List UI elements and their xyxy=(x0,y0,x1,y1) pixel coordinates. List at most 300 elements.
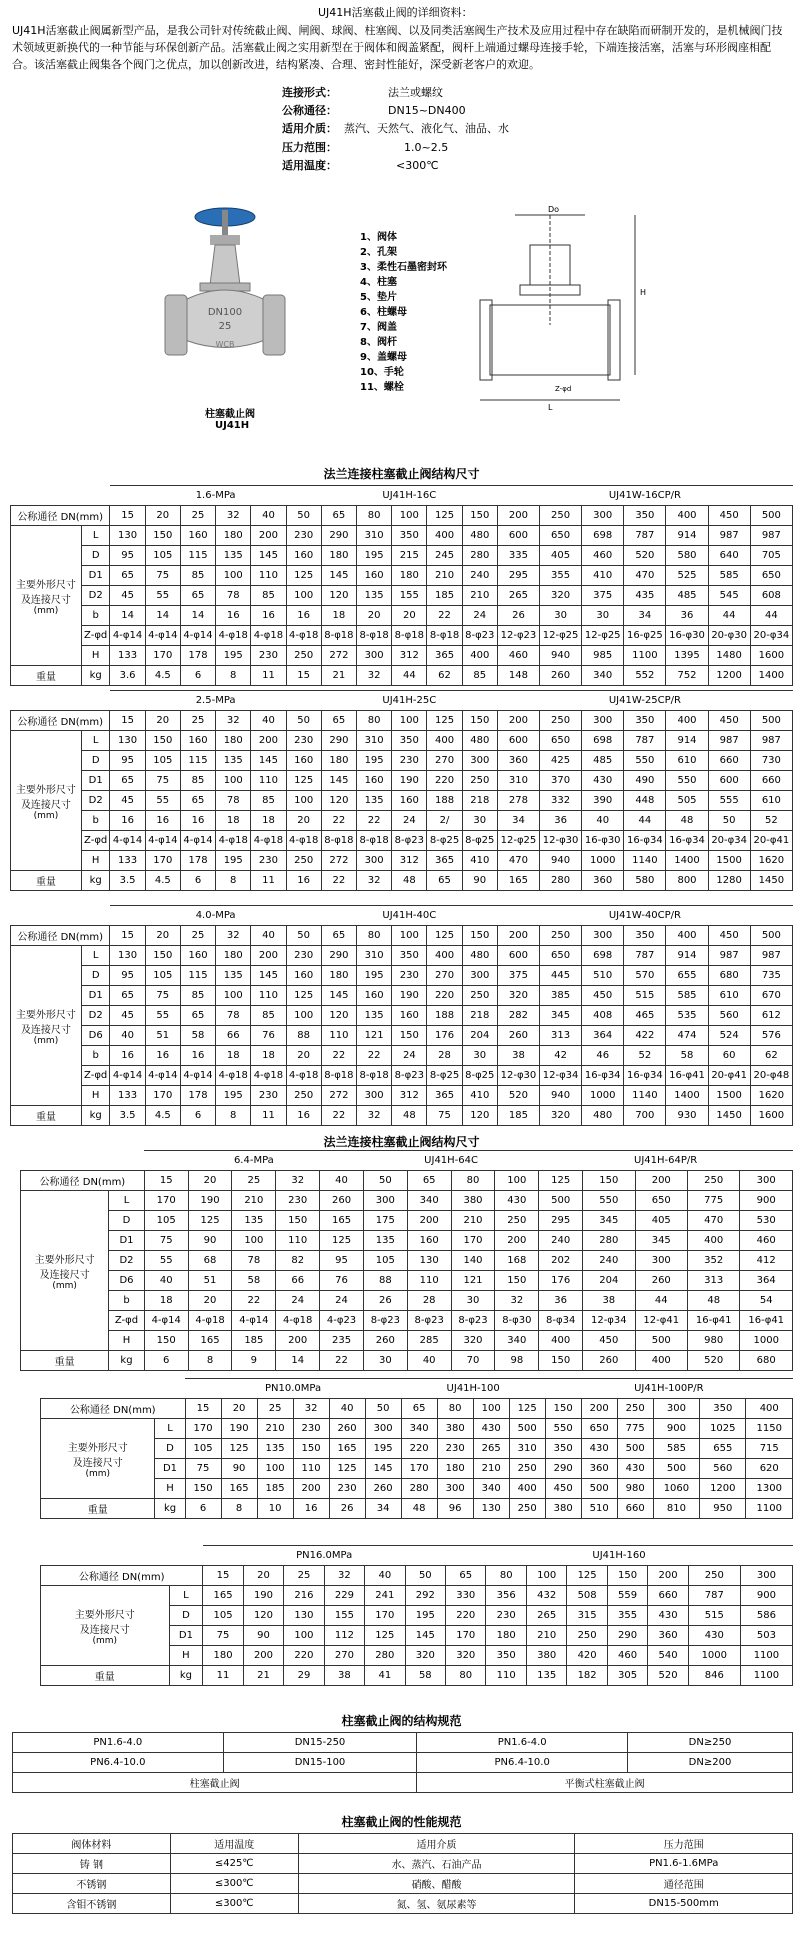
table-cell: 360 xyxy=(497,751,539,771)
table-cell: 170 xyxy=(365,1606,405,1626)
table-cell: 121 xyxy=(451,1271,495,1291)
table-cell: 8-φ18 xyxy=(357,1066,392,1086)
table-cell: 155 xyxy=(392,586,427,606)
table-cell: 290 xyxy=(607,1626,647,1646)
table-cell: 145 xyxy=(251,546,286,566)
table-cell: 125 xyxy=(286,771,321,791)
table-cell: 34 xyxy=(497,811,539,831)
dn-value: 80 xyxy=(437,1399,473,1419)
table-cell: 51 xyxy=(188,1271,232,1291)
table-cell: 110 xyxy=(293,1459,329,1479)
table-cell: 105 xyxy=(363,1251,407,1271)
dn-value: 350 xyxy=(700,1399,746,1419)
table-cell: 250 xyxy=(567,1626,607,1646)
table-cell: 650 xyxy=(540,946,582,966)
table-cell: 400 xyxy=(509,1479,545,1499)
row-key: Z-φd xyxy=(81,831,110,851)
table-cell: 135 xyxy=(257,1439,293,1459)
table-cell: 270 xyxy=(324,1646,364,1666)
weight-value: 58 xyxy=(405,1666,445,1686)
table-cell: 160 xyxy=(357,771,392,791)
dn-value: 40 xyxy=(329,1399,365,1419)
table-cell: 180 xyxy=(486,1626,526,1646)
table-cell: 345 xyxy=(635,1231,687,1251)
table-cell: 8-φ25 xyxy=(427,831,462,851)
table-cell: 4-φ14 xyxy=(110,831,145,851)
table-cell: PN1.6-1.6MPa xyxy=(575,1854,793,1874)
dn-value: 150 xyxy=(462,711,497,731)
table-cell: 410 xyxy=(462,851,497,871)
table-cell: 914 xyxy=(666,731,708,751)
weight-value: 250 xyxy=(509,1499,545,1519)
table-row xyxy=(11,1006,793,1026)
dn-value: 50 xyxy=(286,506,321,526)
table-cell: 200 xyxy=(293,1479,329,1499)
table-cell: 8-φ34 xyxy=(539,1311,583,1331)
table-cell: 含钼不锈钢 xyxy=(13,1894,171,1914)
table-cell: 435 xyxy=(624,586,666,606)
table-cell: 34 xyxy=(624,606,666,626)
table-cell: 245 xyxy=(427,546,462,566)
dn-value: 80 xyxy=(357,506,392,526)
dn-label: 公称通径 DN(mm) xyxy=(11,926,110,946)
header-blank xyxy=(11,691,82,711)
table-cell: 330 xyxy=(446,1586,486,1606)
dn-value: 150 xyxy=(462,926,497,946)
table-cell: 230 xyxy=(251,646,286,666)
table-cell: 170 xyxy=(185,1419,221,1439)
table-cell: 170 xyxy=(401,1459,437,1479)
table-cell: 230 xyxy=(286,731,321,751)
table-cell: 1400 xyxy=(666,1086,708,1106)
table-cell: 26 xyxy=(363,1291,407,1311)
table-cell: 4-φ18 xyxy=(216,626,251,646)
table-cell: 420 xyxy=(567,1646,607,1666)
table-cell: 55 xyxy=(145,1006,180,1026)
table-cell: 4-φ14 xyxy=(180,1066,215,1086)
table-cell: 300 xyxy=(357,646,392,666)
table-row xyxy=(13,1874,793,1894)
table-cell: 78 xyxy=(216,586,251,606)
dn-label: 公称通径 DN(mm) xyxy=(11,711,110,731)
header-blank xyxy=(41,1379,155,1399)
table-cell: 315 xyxy=(567,1606,607,1626)
table-cell: 55 xyxy=(145,791,180,811)
weight-value: 3.5 xyxy=(110,871,145,891)
table-cell: 125 xyxy=(286,986,321,1006)
table-cell: 8-φ18 xyxy=(321,831,356,851)
weight-value: 1400 xyxy=(750,666,792,686)
table-cell: 195 xyxy=(216,851,251,871)
dn-value: 80 xyxy=(357,711,392,731)
table-cell: 30 xyxy=(462,811,497,831)
table-cell: 312 xyxy=(392,1086,427,1106)
dn-value: 350 xyxy=(624,711,666,731)
table-cell: 260 xyxy=(635,1271,687,1291)
table-cell: 195 xyxy=(405,1606,445,1626)
table-cell: 260 xyxy=(365,1479,401,1499)
table-cell: 68 xyxy=(188,1251,232,1271)
table-cell: 125 xyxy=(320,1231,364,1251)
table-cell: 75 xyxy=(145,566,180,586)
table-cell: 545 xyxy=(708,586,750,606)
table-cell: 465 xyxy=(624,1006,666,1026)
dn-value: 350 xyxy=(624,506,666,526)
table-cell: 620 xyxy=(746,1459,793,1479)
weight-row xyxy=(41,1666,793,1686)
table-cell: 51 xyxy=(145,1026,180,1046)
weight-value: 1600 xyxy=(750,1106,792,1126)
table-cell: 4-φ18 xyxy=(251,831,286,851)
table-cell: 500 xyxy=(581,1479,617,1499)
table-cell: 432 xyxy=(526,1586,566,1606)
table-cell: 105 xyxy=(144,1211,188,1231)
table-cell: 585 xyxy=(666,986,708,1006)
table-cell: 30 xyxy=(582,606,624,626)
table-cell: 176 xyxy=(427,1026,462,1046)
table-cell: 500 xyxy=(509,1419,545,1439)
table-cell: 16-φ41 xyxy=(687,1311,739,1331)
weight-value: 700 xyxy=(624,1106,666,1126)
weight-value: 8 xyxy=(216,1106,251,1126)
table-cell: 22 xyxy=(321,1046,356,1066)
dn-value: 250 xyxy=(687,1171,739,1191)
table-cell: 85 xyxy=(180,771,215,791)
table-cell: 48 xyxy=(687,1291,739,1311)
table-cell: 570 xyxy=(624,966,666,986)
table-header-row xyxy=(21,1151,793,1171)
dn-value: 32 xyxy=(216,926,251,946)
table-cell: 20 xyxy=(286,1046,321,1066)
table-cell: 200 xyxy=(243,1646,283,1666)
table-cell: 36 xyxy=(539,1291,583,1311)
table-cell: 350 xyxy=(392,526,427,546)
weight-label: 重量 xyxy=(11,666,82,686)
table-cell: 490 xyxy=(624,771,666,791)
dn-value: 15 xyxy=(110,711,145,731)
table-cell: 145 xyxy=(321,566,356,586)
row-key: b xyxy=(109,1291,145,1311)
dn-value: 40 xyxy=(320,1171,364,1191)
table-cell: 705 xyxy=(750,546,792,566)
weight-unit: kg xyxy=(81,1106,110,1126)
table-cell: 100 xyxy=(216,986,251,1006)
table-cell: 980 xyxy=(617,1479,653,1499)
table-cell: 202 xyxy=(539,1251,583,1271)
table-cell: 430 xyxy=(648,1606,688,1626)
table-cell: 16-φ34 xyxy=(624,1066,666,1086)
table-cell: 135 xyxy=(357,586,392,606)
table-cell: 4-φ18 xyxy=(216,1066,251,1086)
table-cell: 185 xyxy=(232,1331,276,1351)
header-model-label: 6.4-MPa xyxy=(144,1151,363,1171)
weight-value: 29 xyxy=(284,1666,324,1686)
table-cell: 178 xyxy=(180,1086,215,1106)
table-cell: 508 xyxy=(567,1586,607,1606)
table-cell: 24 xyxy=(392,1046,427,1066)
header-model-label: PN10.0MPa xyxy=(185,1379,401,1399)
table-cell: 115 xyxy=(180,751,215,771)
spec-connection: 连接形式： 法兰或螺纹 xyxy=(282,86,443,99)
dn-value: 300 xyxy=(740,1171,793,1191)
table-cell: 168 xyxy=(495,1251,539,1271)
row-key: H xyxy=(169,1646,203,1666)
dn-value: 80 xyxy=(486,1566,526,1586)
weight-row xyxy=(11,1106,793,1126)
weight-value: 1100 xyxy=(746,1499,793,1519)
table-cell: 36 xyxy=(666,606,708,626)
table-cell: 8-φ23 xyxy=(363,1311,407,1331)
weight-value: 11 xyxy=(251,871,286,891)
dn-label: 公称通径 DN(mm) xyxy=(21,1171,145,1191)
table-cell: PN6.4-10.0 xyxy=(417,1753,628,1773)
weight-value: 110 xyxy=(486,1666,526,1686)
table-cell: 220 xyxy=(401,1439,437,1459)
table-cell: 24 xyxy=(462,606,497,626)
table-cell: 608 xyxy=(750,586,792,606)
row-key: D6 xyxy=(109,1271,145,1291)
table-cell: 410 xyxy=(582,566,624,586)
table-cell: ≤300℃ xyxy=(170,1874,298,1894)
table-cell: 50 xyxy=(708,811,750,831)
table-cell: 650 xyxy=(540,731,582,751)
drawing-l: L xyxy=(548,403,553,412)
table-row xyxy=(21,1191,793,1211)
header-model-label: UJ41H-100P/R xyxy=(545,1379,792,1399)
dn-value: 40 xyxy=(251,506,286,526)
table-cell: 585 xyxy=(708,566,750,586)
table-cell: 460 xyxy=(607,1646,647,1666)
weight-value: 4.5 xyxy=(145,1106,180,1126)
table-cell: 365 xyxy=(427,851,462,871)
header-model-label: UJ41H-25C xyxy=(321,691,497,711)
intro-body: UJ41H活塞截止阀属新型产品，是我公司针对传统截止阀、闸阀、球阀、柱塞阀、以及同类活塞阀生产技术及应用过程中存在缺陷而研制开发的，是机械阀门技术领域更新换代的一种节能与环保创新产品。活塞截止阀之实用新型在于阀体和阀盖紧配，阀杆上端通过螺母连接手轮，下端连接活塞，活塞与环形阀座相配合。该活塞截止阀集各个阀门之优点，加以创新改进，结构紧凑、合理、密封性能好，深受新老客户的欢迎。 xyxy=(12,24,783,71)
table-header-row xyxy=(11,486,793,506)
table-cell: 100 xyxy=(284,1626,324,1646)
table-cell: 4-φ18 xyxy=(286,831,321,851)
table-cell: 220 xyxy=(284,1646,324,1666)
table-cell: 210 xyxy=(462,586,497,606)
table-cell: 660 xyxy=(708,751,750,771)
table-cell: 140 xyxy=(451,1251,495,1271)
weight-value: 135 xyxy=(526,1666,566,1686)
table-cell: 55 xyxy=(145,586,180,606)
table-cell: 16 xyxy=(180,1046,215,1066)
table-cell: 190 xyxy=(392,986,427,1006)
header-blank xyxy=(155,1379,185,1399)
table-cell: 20 xyxy=(188,1291,232,1311)
table-cell: 22 xyxy=(357,1046,392,1066)
table-cell: 229 xyxy=(324,1586,364,1606)
weight-value: 1280 xyxy=(708,871,750,891)
table-cell: 178 xyxy=(180,646,215,666)
table-cell: 560 xyxy=(700,1459,746,1479)
table-cell: 150 xyxy=(276,1211,320,1231)
table-cell: 160 xyxy=(180,731,215,751)
table-cell: 265 xyxy=(497,586,539,606)
body-mark-dn: DN100 xyxy=(207,307,243,318)
table-cell: 250 xyxy=(286,851,321,871)
table-cell: 430 xyxy=(617,1459,653,1479)
dn-row xyxy=(11,926,793,946)
table-cell: 1300 xyxy=(746,1479,793,1499)
dn-value: 125 xyxy=(427,926,462,946)
table-cell: 16 xyxy=(110,1046,145,1066)
section2-title: 法兰连接柱塞截止阀结构尺寸 xyxy=(323,1135,480,1149)
weight-value: 65 xyxy=(427,871,462,891)
weight-value: 6 xyxy=(180,1106,215,1126)
table-cell: 312 xyxy=(392,646,427,666)
weight-value: 48 xyxy=(392,871,427,891)
table-cell: 160 xyxy=(286,966,321,986)
table-cell: 145 xyxy=(321,986,356,1006)
table-cell: 485 xyxy=(582,751,624,771)
table-cell: 900 xyxy=(740,1191,793,1211)
table-cell: 180 xyxy=(321,966,356,986)
weight-value: 38 xyxy=(324,1666,364,1686)
table-cell: 175 xyxy=(363,1211,407,1231)
table-header-row xyxy=(11,691,793,711)
dn-value: 50 xyxy=(365,1399,401,1419)
table-cell: 350 xyxy=(392,731,427,751)
table-cell: 24 xyxy=(392,811,427,831)
table-cell: 150 xyxy=(145,526,180,546)
table-cell: 1600 xyxy=(750,646,792,666)
table-row xyxy=(11,966,793,986)
table-cell: 76 xyxy=(251,1026,286,1046)
table-cell: 218 xyxy=(462,1006,497,1026)
table-cell: 235 xyxy=(320,1331,364,1351)
table-cell: 145 xyxy=(251,966,286,986)
row-key: D1 xyxy=(169,1626,203,1646)
table-cell: 430 xyxy=(495,1191,539,1211)
dn-value: 65 xyxy=(321,926,356,946)
weight-unit: kg xyxy=(155,1499,185,1519)
table-cell: 787 xyxy=(624,946,666,966)
weight-value: 40 xyxy=(407,1351,451,1371)
table-cell: 135 xyxy=(357,791,392,811)
table-cell: 265 xyxy=(526,1606,566,1626)
header-blank xyxy=(109,1151,145,1171)
table-cell: 76 xyxy=(320,1271,364,1291)
table-cell: 150 xyxy=(293,1439,329,1459)
table-cell: 985 xyxy=(582,646,624,666)
table-row xyxy=(41,1419,793,1439)
table-cell: 18 xyxy=(144,1291,188,1311)
table-cell: 250 xyxy=(462,986,497,1006)
table-cell: 220 xyxy=(446,1606,486,1626)
table-row xyxy=(11,526,793,546)
table-cell: 硝酸、醋酸 xyxy=(298,1874,575,1894)
table-cell: 16 xyxy=(110,811,145,831)
figure-caption: 柱塞截止阀 xyxy=(205,409,255,420)
spec-diameter: 公称通径： DN15~DN400 xyxy=(282,104,466,117)
table-cell: 400 xyxy=(427,731,462,751)
dn-row xyxy=(41,1566,793,1586)
spec-temperature: 适用温度： <300℃ xyxy=(282,159,439,172)
weight-value: 1450 xyxy=(708,1106,750,1126)
table-cell: 8-φ25 xyxy=(427,1066,462,1086)
table-cell: 250 xyxy=(495,1211,539,1231)
row-key: D2 xyxy=(81,586,110,606)
drawing-z: Z-φd xyxy=(555,385,572,393)
table-cell: 4-φ14 xyxy=(110,626,145,646)
table-cell: 218 xyxy=(462,791,497,811)
table-cell: 145 xyxy=(321,771,356,791)
weight-value: 6 xyxy=(180,666,215,686)
table-cell: 987 xyxy=(708,731,750,751)
table-cell: 230 xyxy=(286,946,321,966)
row-key: D1 xyxy=(81,771,110,791)
weight-value: 11 xyxy=(251,666,286,686)
dn-value: 65 xyxy=(321,711,356,731)
table-cell: 18 xyxy=(321,606,356,626)
table-cell: 698 xyxy=(582,526,624,546)
table-cell: 400 xyxy=(462,646,497,666)
column-header: 适用温度 xyxy=(170,1834,298,1854)
table-cell: 4-φ23 xyxy=(320,1311,364,1331)
weight-value: 510 xyxy=(581,1499,617,1519)
drawing-h: H xyxy=(640,288,647,297)
dn-value: 200 xyxy=(635,1171,687,1191)
dn-value: 125 xyxy=(539,1171,583,1191)
dimension-group-label: 主要外形尺寸及连接尺寸 (mm) xyxy=(11,526,82,666)
weight-value: 150 xyxy=(539,1351,583,1371)
weight-value: 4.5 xyxy=(145,871,180,891)
table-cell: 8-φ18 xyxy=(357,626,392,646)
table-cell: 535 xyxy=(666,1006,708,1026)
table-cell: 82 xyxy=(276,1251,320,1271)
table-cell: 145 xyxy=(251,751,286,771)
weight-unit: kg xyxy=(169,1666,203,1686)
dn-value: 500 xyxy=(750,711,792,731)
dn-value: 100 xyxy=(495,1171,539,1191)
table-cell: 270 xyxy=(427,751,462,771)
header-model-label: UJ41H-100 xyxy=(401,1379,545,1399)
table-cell: 445 xyxy=(540,966,582,986)
dn-label: 公称通径 DN(mm) xyxy=(41,1399,186,1419)
table-cell: 176 xyxy=(539,1271,583,1291)
table-cell: 300 xyxy=(437,1479,473,1499)
table-row xyxy=(11,606,793,626)
table-cell: 210 xyxy=(427,566,462,586)
table-cell: 480 xyxy=(462,731,497,751)
dn-value: 400 xyxy=(666,926,708,946)
table-cell: 524 xyxy=(708,1026,750,1046)
weight-value: 8 xyxy=(188,1351,232,1371)
table-cell: 95 xyxy=(110,546,145,566)
table-cell: 20-φ34 xyxy=(708,831,750,851)
table-cell: 12-φ25 xyxy=(497,831,539,851)
table-cell: 320 xyxy=(446,1646,486,1666)
dn-value: 300 xyxy=(582,506,624,526)
table-cell: 280 xyxy=(462,546,497,566)
table-cell: 130 xyxy=(110,946,145,966)
table-cell: 105 xyxy=(203,1606,243,1626)
table-cell: 100 xyxy=(216,566,251,586)
dimension-group-label: 主要外形尺寸及连接尺寸 (mm) xyxy=(41,1419,155,1499)
valve-type-label: 平衡式柱塞截止阀 xyxy=(417,1773,793,1793)
row-key: L xyxy=(109,1191,145,1211)
table-cell: 385 xyxy=(540,986,582,1006)
weight-value: 930 xyxy=(666,1106,708,1126)
weight-value: 6 xyxy=(180,871,215,891)
table-row xyxy=(11,586,793,606)
table-cell: 14 xyxy=(180,606,215,626)
weight-value: 26 xyxy=(329,1499,365,1519)
weight-value: 32 xyxy=(357,1106,392,1126)
table-cell: 600 xyxy=(497,526,539,546)
